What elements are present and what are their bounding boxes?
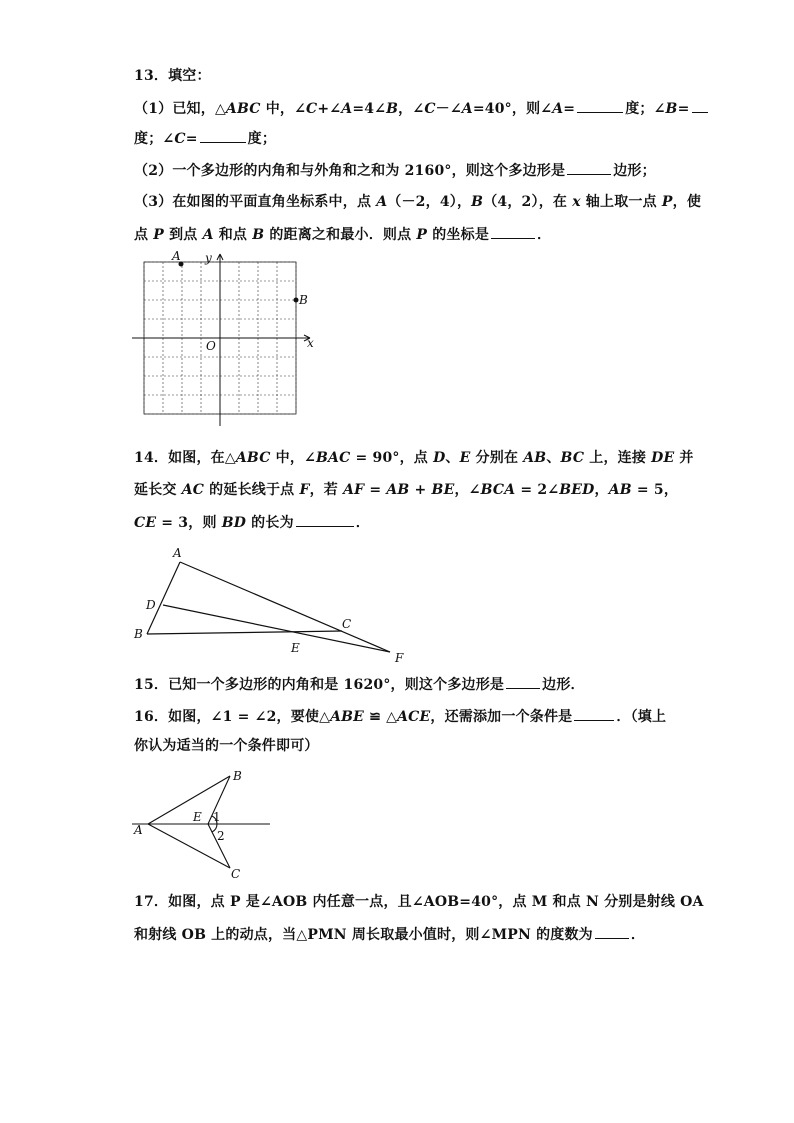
- segment-df: [163, 605, 390, 652]
- label-b: B: [134, 627, 143, 641]
- q13-part1-line1: （1）已知，△ABC 中，∠C+∠A=4∠B，∠C－∠A=40°，则∠A= 度；∠B=: [134, 98, 710, 119]
- label-e: E: [193, 810, 202, 824]
- q14-line3: CE = 3，则 BD 的长为 ．: [134, 512, 370, 533]
- label-f: F: [395, 651, 404, 665]
- label-a: A: [134, 823, 143, 837]
- label-a: A: [172, 249, 181, 263]
- answer-blank-polygon-sides[interactable]: [567, 160, 611, 175]
- q15-line: 15．已知一个多边形的内角和是 1620°，则这个多边形是 边形．: [134, 674, 585, 695]
- answer-blank-angle-mpn[interactable]: [595, 924, 629, 939]
- point-b-dot: [294, 298, 299, 303]
- answer-blank-bd[interactable]: [296, 512, 354, 527]
- label-d: D: [146, 598, 156, 612]
- coordinate-grid-figure: [130, 250, 320, 430]
- q17-line1: 17．如图，点 P 是∠AOB 内任意一点，且∠AOB=40°，点 M 和点 N 分别是射线 OA: [134, 894, 704, 910]
- label-b: B: [299, 293, 308, 307]
- q14-line2: 延长交 AC 的延长线于点 F，若 AF = AB + BE，∠BCA = 2∠BED，AB = 5，: [134, 482, 679, 498]
- label-a: A: [173, 546, 182, 560]
- q17-line2: 和射线 OB 上的动点，当△PMN 周长取最小值时，则∠MPN 的度数为 ．: [134, 924, 645, 945]
- congruent-triangles-figure: [130, 768, 280, 880]
- q13-header: 13．填空：: [134, 68, 211, 84]
- q13-part3-line2: 点 P 到点 A 和点 B 的距离之和最小．则点 P 的坐标是 ．: [134, 224, 551, 245]
- triangle-abc-figure: [130, 544, 420, 668]
- label-e: E: [291, 641, 300, 655]
- q16-line2: 你认为适当的一个条件即可）: [134, 738, 319, 754]
- q13-part3-line1: （3）在如图的平面直角坐标系中，点 A（－2，4），B（4，2），在 x 轴上取一点 P，使: [134, 194, 702, 210]
- label-y: y: [205, 251, 212, 265]
- answer-blank-polygon-q15[interactable]: [506, 674, 540, 689]
- label-angle-1: 1: [213, 810, 221, 824]
- q13-part2: （2）一个多边形的内角和与外角和之和为 2160°，则这个多边形是 边形；: [134, 160, 656, 181]
- answer-blank-angle-c[interactable]: [200, 128, 246, 143]
- segment-af: [180, 562, 390, 652]
- answer-blank-angle-b[interactable]: [692, 98, 708, 113]
- label-b: B: [233, 769, 242, 783]
- label-o: O: [206, 339, 216, 353]
- segment-bc: [147, 631, 342, 634]
- label-c: C: [231, 867, 241, 881]
- answer-blank-condition[interactable]: [574, 706, 614, 721]
- q14-line1: 14．如图，在△ABC 中，∠BAC = 90°，点 D、E 分别在 AB、BC 上，连接 DE 并: [134, 450, 694, 466]
- label-c: C: [342, 617, 352, 631]
- answer-blank-point-p[interactable]: [491, 224, 535, 239]
- q13-part1-line2: 度；∠C= 度；: [134, 128, 276, 149]
- answer-blank-angle-a[interactable]: [577, 98, 623, 113]
- label-x: x: [307, 336, 314, 350]
- label-angle-2: 2: [217, 829, 225, 843]
- q16-line1: 16．如图，∠1 = ∠2，要使△ABE ≌ △ACE，还需添加一个条件是 ．（填上: [134, 706, 666, 727]
